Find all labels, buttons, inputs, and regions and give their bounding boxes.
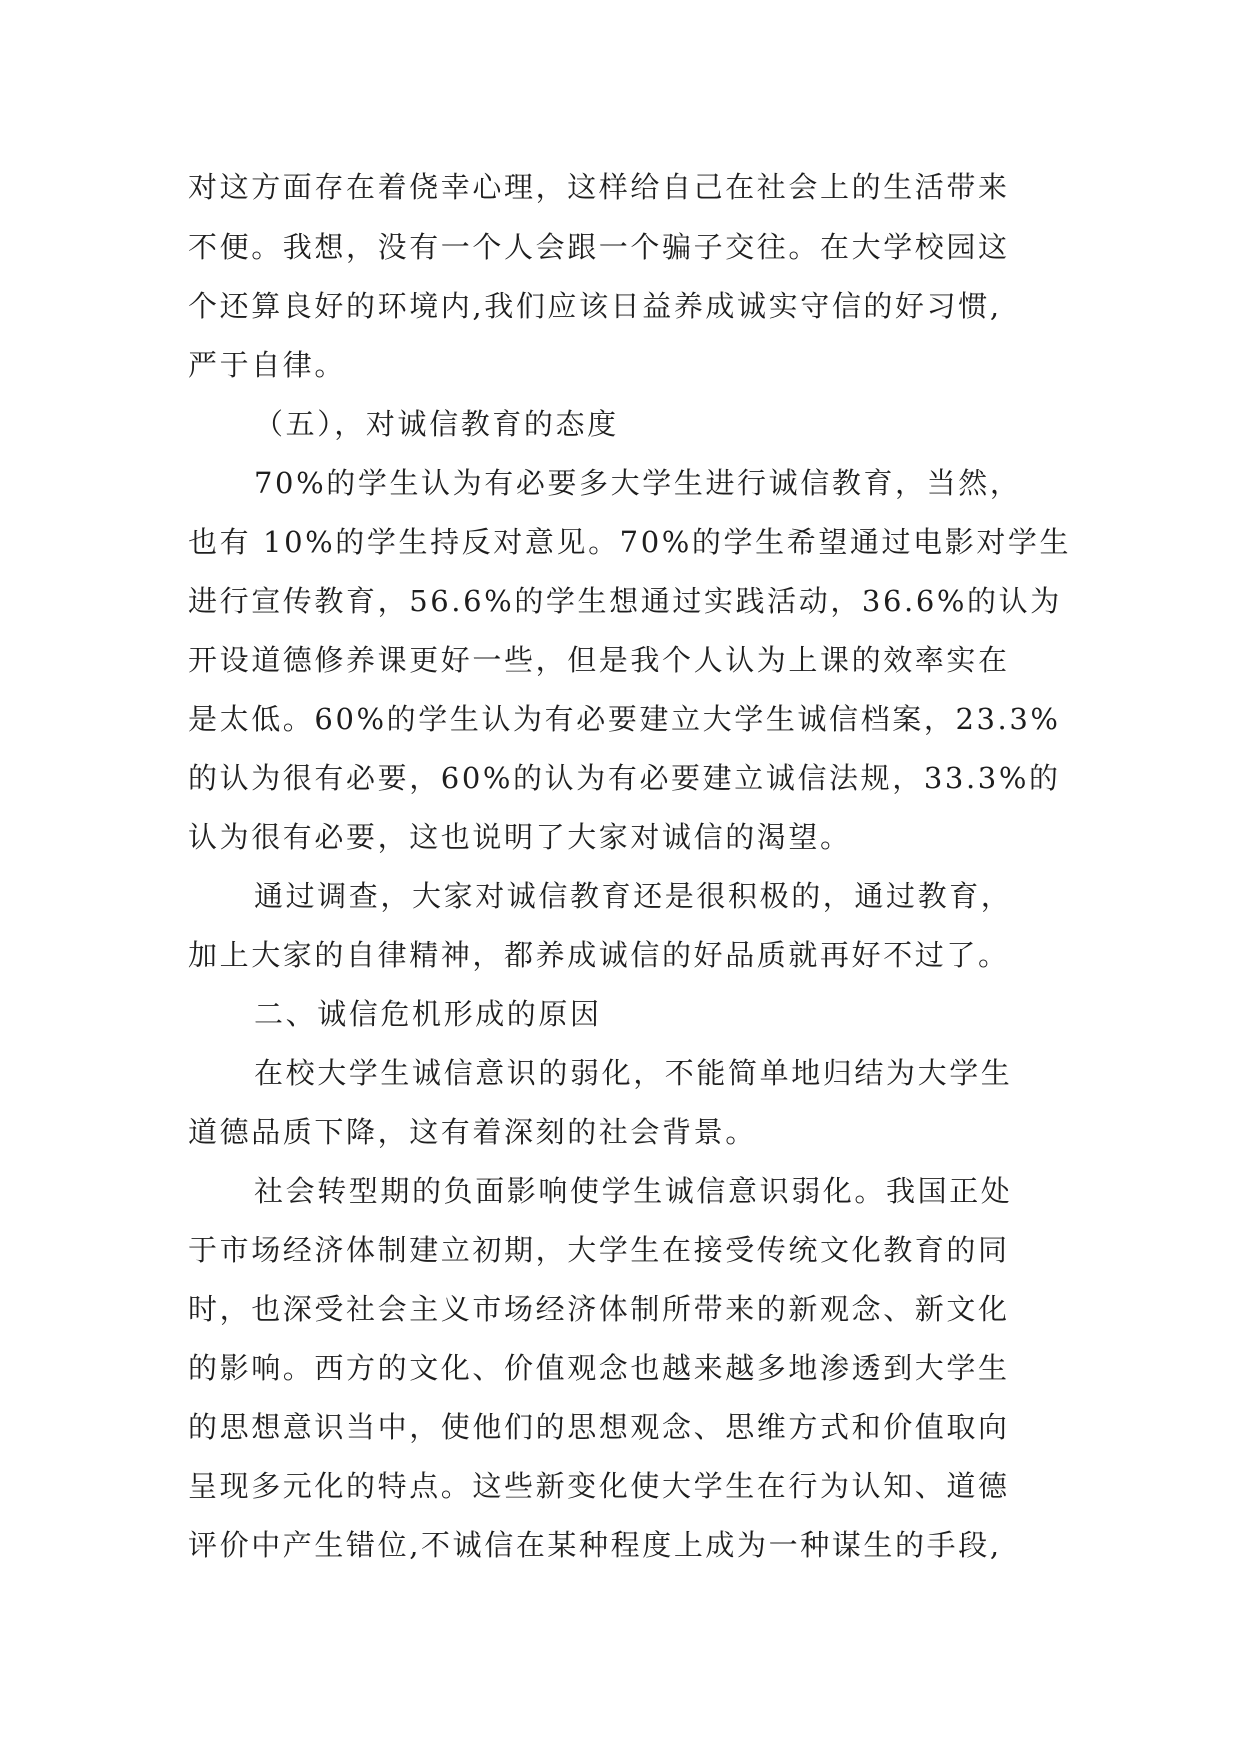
text-line: 70%的学生认为有必要多大学生进行诚信教育，当然， bbox=[254, 466, 1022, 500]
text-line: 的认为很有必要，60%的认为有必要建立诚信法规，33.3%的 bbox=[188, 761, 1061, 795]
text-line: 的思想意识当中，使他们的思想观念、思维方式和价值取向 bbox=[188, 1410, 1010, 1444]
text-line: 对这方面存在着侥幸心理，这样给自己在社会上的生活带来 bbox=[188, 170, 1010, 204]
text-line: 评价中产生错位,不诚信在某种程度上成为一种谋生的手段, bbox=[188, 1528, 1002, 1562]
text-line: 在校大学生诚信意识的弱化，不能简单地归结为大学生 bbox=[254, 1056, 1013, 1090]
text-line: 认为很有必要，这也说明了大家对诚信的渴望。 bbox=[188, 820, 852, 854]
text-line: 于市场经济体制建立初期，大学生在接受传统文化教育的同 bbox=[188, 1233, 1010, 1267]
text-line: 开设道德修养课更好一些，但是我个人认为上课的效率实在 bbox=[188, 643, 1010, 677]
text-line: 也有 10%的学生持反对意见。70%的学生希望通过电影对学生 bbox=[188, 525, 1072, 559]
text-line: 加上大家的自律精神，都养成诚信的好品质就再好不过了。 bbox=[188, 938, 1010, 972]
text-line: 呈现多元化的特点。这些新变化使大学生在行为认知、道德 bbox=[188, 1469, 1010, 1503]
text-line: 通过调查，大家对诚信教育还是很积极的，通过教育， bbox=[254, 879, 1013, 913]
text-line: 严于自律。 bbox=[188, 348, 347, 382]
text-line: 时，也深受社会主义市场经济体制所带来的新观念、新文化 bbox=[188, 1292, 1010, 1326]
text-line: 不便。我想，没有一个人会跟一个骗子交往。在大学校园这 bbox=[188, 230, 1010, 264]
text-line: 的影响。西方的文化、价值观念也越来越多地渗透到大学生 bbox=[188, 1351, 1010, 1385]
text-line: 进行宣传教育，56.6%的学生想通过实践活动，36.6%的认为 bbox=[188, 584, 1062, 618]
text-line: 个还算良好的环境内,我们应该日益养成诚实守信的好习惯, bbox=[188, 289, 1002, 323]
text-line: 社会转型期的负面影响使学生诚信意识弱化。我国正处 bbox=[254, 1174, 1013, 1208]
section-heading: （五），对诚信教育的态度 bbox=[254, 407, 619, 441]
text-line: 道德品质下降，这有着深刻的社会背景。 bbox=[188, 1115, 757, 1149]
section-heading: 二、诚信危机形成的原因 bbox=[254, 997, 602, 1031]
text-line: 是太低。60%的学生认为有必要建立大学生诚信档案，23.3% bbox=[188, 702, 1061, 736]
